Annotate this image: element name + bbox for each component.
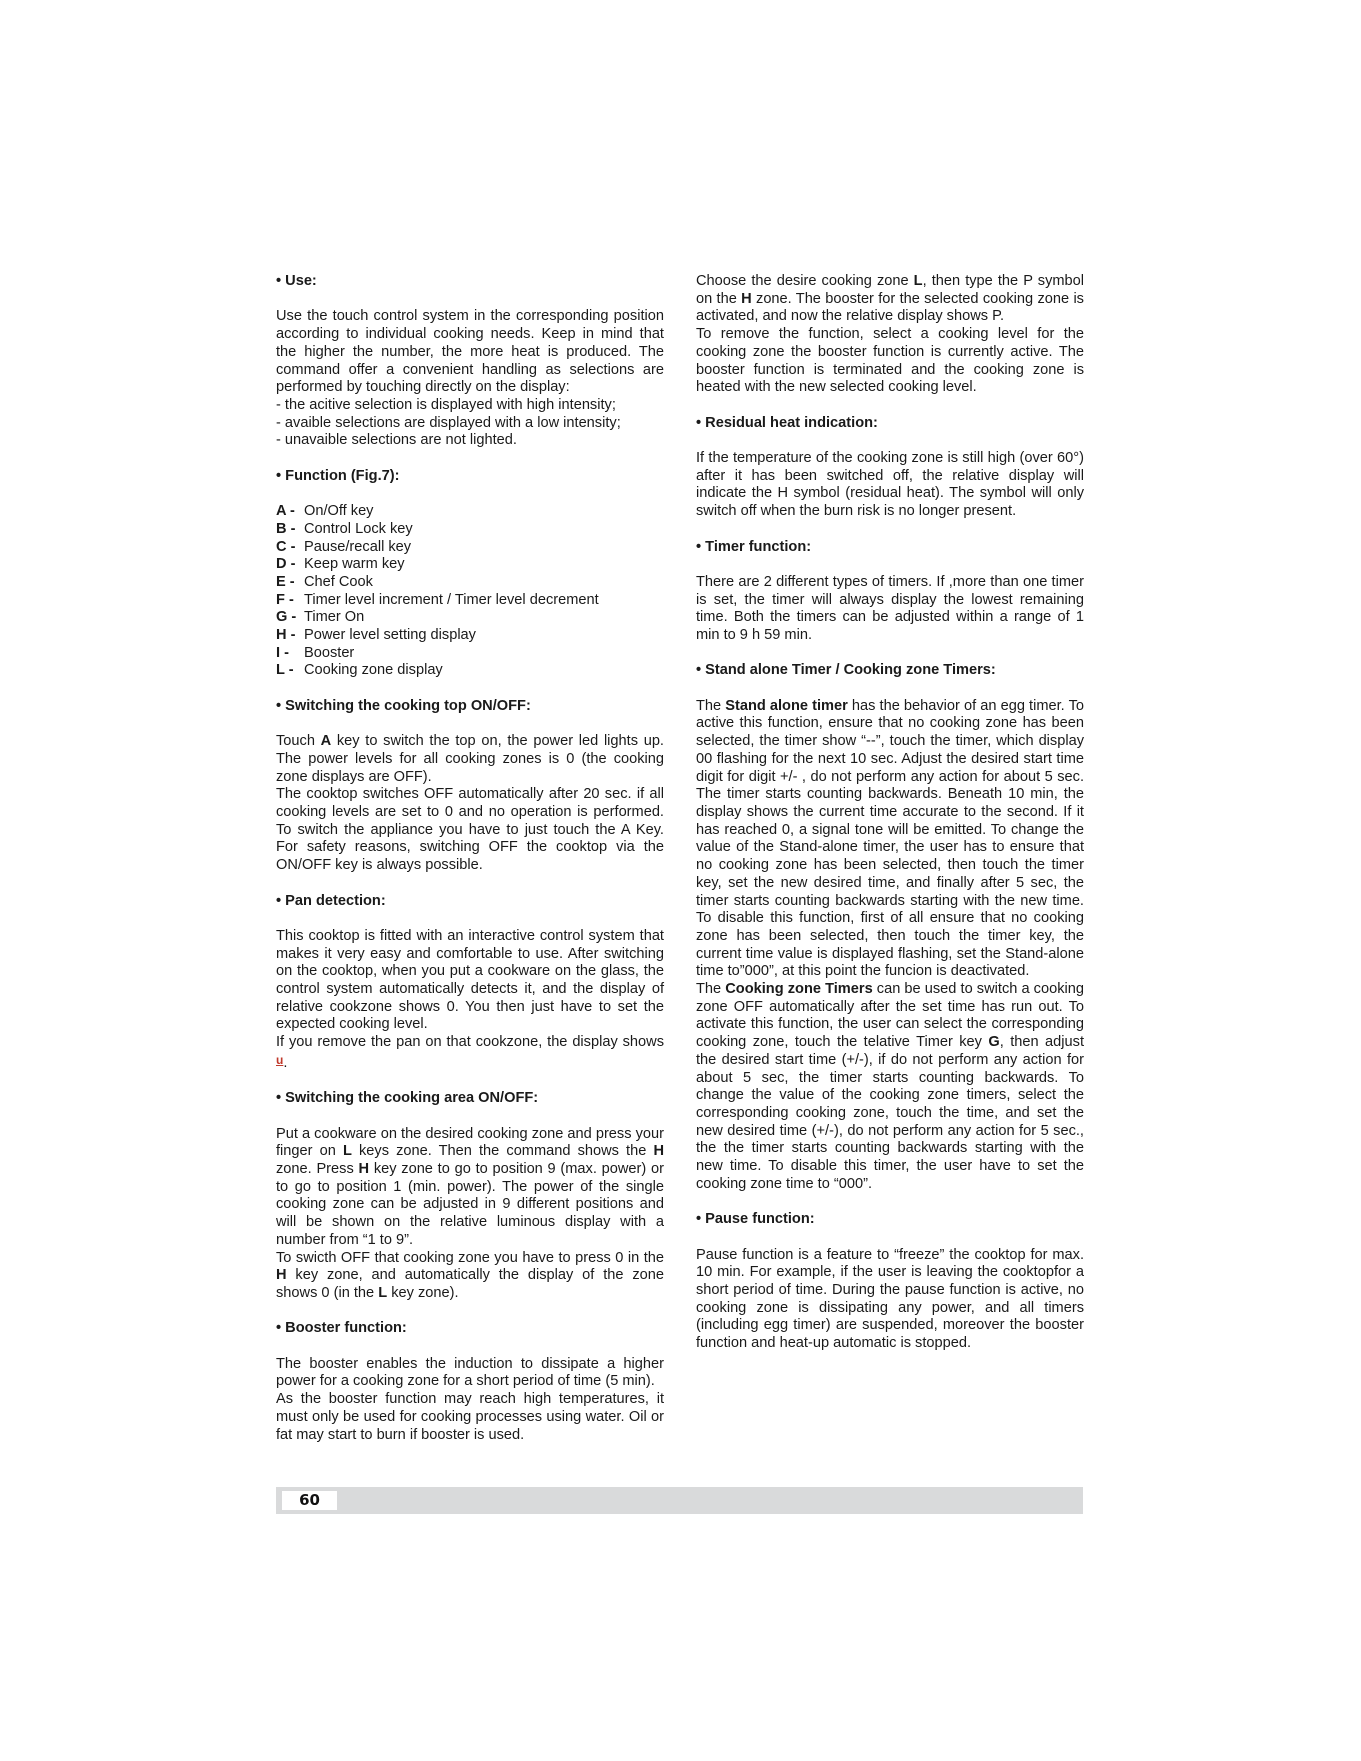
paragraph-booster-remove: To remove the function, select a cooking level for the cooking zone the booster function is currently active. The booster function is terminated and the cooking zone is heated with the new selected cooking level. bbox=[696, 326, 1084, 396]
key-letter: D - bbox=[276, 556, 296, 573]
list-item: - the acitive selection is displayed with high intensity; bbox=[276, 396, 616, 413]
section-heading-standalone: • Stand alone Timer / Cooking zone Timers: bbox=[696, 662, 996, 679]
section-heading-residual: • Residual heat indication: bbox=[696, 414, 878, 431]
paragraph-residual: If the temperature of the cooking zone is still high (over 60°) after it has been switched off, the relative display will indicate the H symbol (residual heat). The symbol will only switch off when the burn risk is no longer present. bbox=[696, 450, 1084, 520]
key-list-item bbox=[276, 662, 664, 680]
paragraph-area: Put a cookware on the desired cooking zone and press your finger on L keys zone. Then the command shows the H zone. Press H key zone to go to position 9 (max. power) or to go to position 1 (min. power). The power of the single cooking zone can be adjusted in 9 different positions and will be shown on the relative luminous display with a number from “1 to 9”. bbox=[276, 1125, 664, 1248]
key-letter: L - bbox=[276, 662, 294, 679]
page-number: 60 bbox=[282, 1491, 337, 1510]
paragraph-pan-remove: If you remove the pan on that cookzone, the display shows $^u$. bbox=[276, 1034, 664, 1071]
paragraph-use: Use the touch control system in the corresponding position according to individual cooking needs. Keep in mind that the higher the number, the more heat is produced. The command offer a convenient handling as selections are performed by touching directly on the display: bbox=[276, 308, 664, 396]
paragraph-auto-off: The cooktop switches OFF automatically after 20 sec. if all cooking levels are set to 0 and no operation is performed. To switch the appliance you have to just touch the A Key. For safety reasons, switching OFF the cooktop via the ON/OFF key is always possible. bbox=[276, 786, 664, 874]
key-list-item bbox=[276, 645, 664, 663]
key-label: Power level setting display bbox=[304, 627, 476, 644]
section-heading-area: • Switching the cooking area ON/OFF: bbox=[276, 1090, 539, 1107]
key-letter: A - bbox=[276, 503, 295, 520]
key-label: Control Lock key bbox=[304, 520, 413, 537]
key-label: Keep warm key bbox=[304, 556, 405, 573]
paragraph-booster-warning: As the booster function may reach high temperatures, it must only be used for cooking processes using water. Oil or fat may start to burn if booster is used. bbox=[276, 1391, 664, 1443]
key-list-item bbox=[276, 592, 664, 610]
key-letter: B - bbox=[276, 520, 296, 537]
section-heading-booster: • Booster function: bbox=[276, 1320, 407, 1337]
key-label: Chef Cook bbox=[304, 573, 373, 590]
key-list-item bbox=[276, 609, 664, 627]
key-list-item bbox=[276, 521, 664, 539]
section-heading-switch-top: • Switching the cooking top ON/OFF: bbox=[276, 697, 531, 714]
key-letter: I - bbox=[276, 644, 289, 661]
paragraph-booster: The booster enables the induction to dissipate a higher power for a cooking zone for a short period of time (5 min). bbox=[276, 1355, 664, 1390]
key-letter: F - bbox=[276, 591, 294, 608]
paragraph-standalone: The Stand alone timer has the behavior of an egg timer. To active this function, ensure that no cooking zone has been selected, the timer show “--”, touch the timer, which display 00 flashing for the next 10 sec. Adjust the desired start time digit for digit +/- , do not perform any action for about 5 sec. The timer starts counting backwards. Beneath 10 min, the display shows the current time accurate to the second. If it has reached 0, a signal tone will be emitted. To change the value of the Stand-alone timer, the user has to ensure that no cooking zone has been selected, then touch the timer key, set the new desired time, and finally after 5 sec, the timer starts counting backwards starting with the new time. To disable this function, first of all ensure that no cooking zone has been selected, then touch the timer key, the current time value is displayed flashing, set the Stand-alone time to”000”, at this point the funcion is deactivated. bbox=[696, 697, 1084, 980]
key-list-item bbox=[276, 539, 664, 557]
key-label: Timer level increment / Timer level decrement bbox=[304, 591, 599, 608]
key-letter: C - bbox=[276, 538, 296, 555]
pan-symbol: u bbox=[276, 1052, 284, 1067]
key-letter: E - bbox=[276, 573, 295, 590]
list-item: - avaible selections are displayed with a low intensity; bbox=[276, 414, 621, 431]
key-letter: H - bbox=[276, 627, 296, 644]
section-heading-pause: • Pause function: bbox=[696, 1211, 815, 1228]
paragraph-pause: Pause function is a feature to “freeze” the cooktop for max. 10 min. For example, if the user is leaving the cooktopfor a short period of time. During the pause function is active, no cooking zone is dissipating any power, and all timers (including egg timer) are suspended, moreover the booster function and heat-up automatic is stopped. bbox=[696, 1246, 1084, 1352]
section-heading-function: • Function (Fig.7): bbox=[276, 467, 400, 484]
key-label: Timer On bbox=[304, 609, 365, 626]
paragraph-area-off: To swicth OFF that cooking zone you have to press 0 in the H key zone, and automatically the display of the zone shows 0 (in the L key zone). bbox=[276, 1249, 664, 1301]
key-list-item bbox=[276, 627, 664, 645]
footer-bar bbox=[276, 1487, 1083, 1514]
paragraph-timer: There are 2 different types of timers. If ,more than one timer is set, the timer will always display the lowest remaining time. Both the timers can be adjusted within a range of 1 min to 9 h 59 min. bbox=[696, 573, 1084, 643]
key-label: Pause/recall key bbox=[304, 538, 412, 555]
key-label: On/Off key bbox=[304, 503, 374, 520]
key-list-item bbox=[276, 556, 664, 574]
right-column bbox=[696, 273, 1084, 1353]
paragraph-pan: This cooktop is fitted with an interactive control system that makes it very easy and comfortable to use. After switching on the cooktop, when you put a cookware on the glass, the control system automatically detects it, and the display of relative cookzone shows 0. You then just have to set the expected cooking level. bbox=[276, 927, 664, 1033]
left-column bbox=[276, 273, 664, 1444]
key-label: Cooking zone display bbox=[304, 662, 443, 679]
list-item: - unavaible selections are not lighted. bbox=[276, 432, 517, 449]
section-heading-timer: • Timer function: bbox=[696, 538, 812, 555]
paragraph-switch-top: Touch A key to switch the top on, the power led lights up. The power levels for all cooking zones is 0 (the cooking zone displays are OFF). bbox=[276, 733, 664, 785]
section-heading-pan: • Pan detection: bbox=[276, 892, 386, 909]
key-list-item bbox=[276, 503, 664, 521]
key-label: Booster bbox=[304, 644, 355, 661]
key-list-item bbox=[276, 574, 664, 592]
section-heading-use: • Use: bbox=[276, 273, 317, 289]
key-letter: G - bbox=[276, 609, 297, 626]
paragraph-zone-timers: The Cooking zone Timers can be used to switch a cooking zone OFF automatically after the set time has run out. To activate this function, the user can select the corresponding cooking zone, touch the telative Timer key G, then adjust the desired start time (+/-), if do not perform any action for about 5 sec, the timer starts counting backwards. To change the value of the cooking zone timers, select the corresponding cooking zone, touch the time, and set the new desired time (+/-), do not perform any action for 5 sec., the the timer starts counting backwards starting with the new time. To disable this timer, the user have to set the cooking zone time to “000”. bbox=[696, 981, 1084, 1192]
paragraph-booster-choose: Choose the desire cooking zone L, then type the P symbol on the H zone. The booster for the selected cooking zone is activated, and now the relative display shows P. bbox=[696, 273, 1084, 325]
key-list bbox=[276, 503, 664, 680]
